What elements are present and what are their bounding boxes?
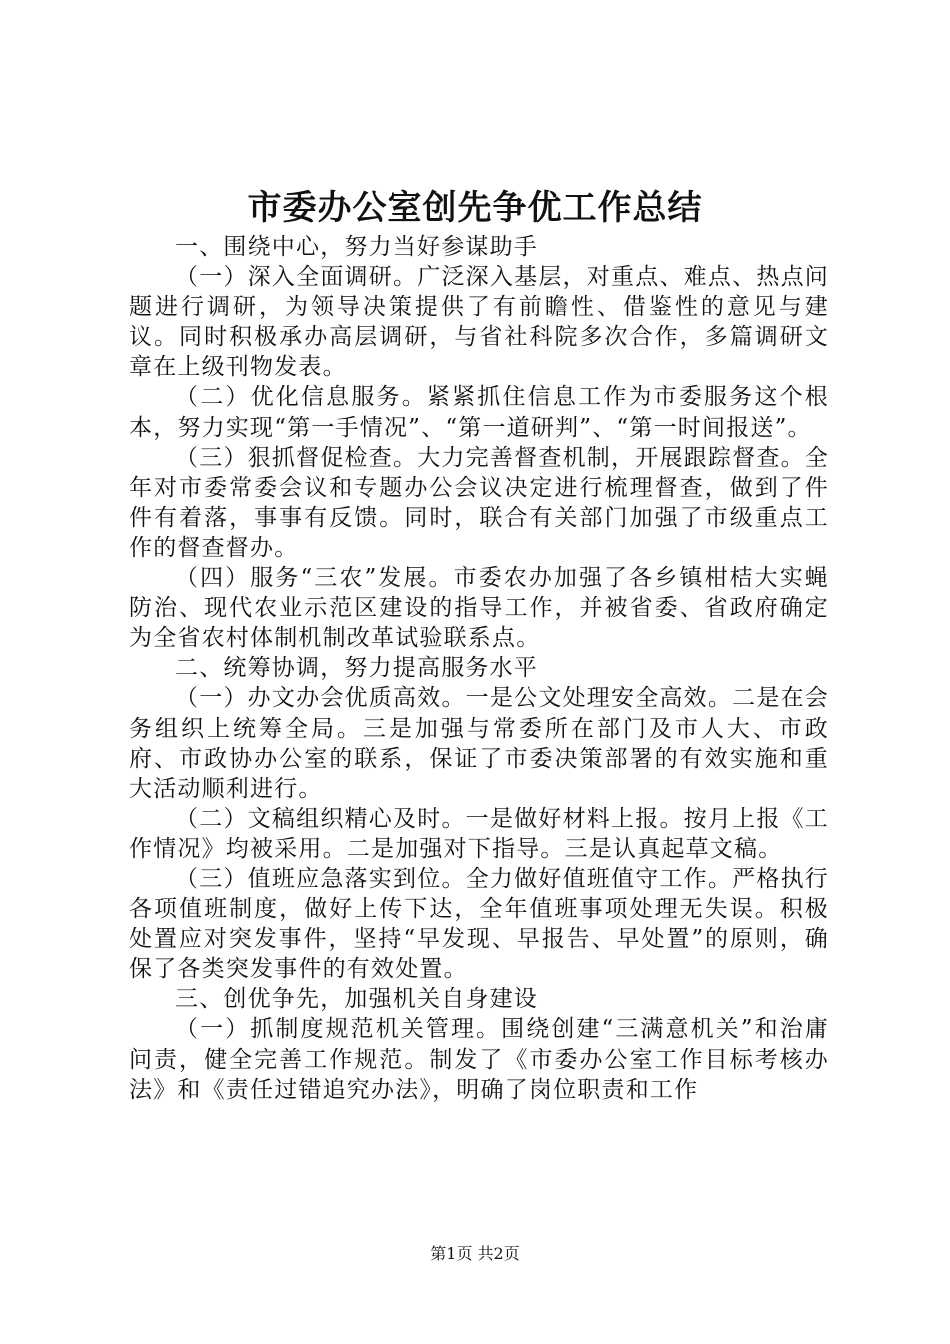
paragraph-1-3: （三）狠抓督促检查。大力完善督查机制，开展跟踪督查。全年对市委常委会议和专题办公会议决定进行梳理督查，做到了件件有着落，事事有反馈。同时，联合有关部门加强了市级重点工作的督查督办。 (129, 444, 829, 561)
section-heading-3: 三、创优争先，加强机关自身建设 (175, 986, 538, 1013)
paragraph-1-1: （一）深入全面调研。广泛深入基层，对重点、难点、热点问题进行调研，为领导决策提供了有前瞻性、借鉴性的意见与建议。同时积极承办高层调研，与省社科院多次合作，多篇调研文章在上级刊物发表。 (129, 264, 829, 381)
paragraph-2-3: （三）值班应急落实到位。全力做好值班值守工作。严格执行各项值班制度，做好上传下达，全年值班事项处理无失误。积极处置应对突发事件，坚持“早发现、早报告、早处置”的原则，确保了各类突发事件的有效处置。 (129, 865, 829, 983)
paragraph-2-1: （一）办文办会优质高效。一是公文处理安全高效。二是在会务组织上统筹全局。三是加强与常委所在部门及市人大、市政府、市政协办公室的联系，保证了市委决策部署的有效实施和重大活动顺利进行。 (129, 685, 829, 802)
page-number-footer: 第1页 共2页 (430, 1244, 520, 1263)
paragraph-2-2: （二）文稿组织精心及时。一是做好材料上报。按月上报《工作情况》均被采用。二是加强对下指导。三是认真起草文稿。 (129, 805, 829, 862)
document-title: 市委办公室创先争优工作总结 (247, 188, 703, 228)
document-body (129, 232, 829, 1105)
paragraph-3-1: （一）抓制度规范机关管理。围绕创建“三满意机关”和治庸问责，健全完善工作规范。制发了《市委办公室工作目标考核办法》和《责任过错追究办法》，明确了岗位职责和工作 (129, 1016, 829, 1103)
paragraph-1-2: （二）优化信息服务。紧紧抓住信息工作为市委服务这个根本，努力实现“第一手情况”、“第一道研判”、“第一时间报送”。 (129, 384, 829, 441)
section-heading-2: 二、统筹协调，努力提高服务水平 (175, 655, 538, 682)
paragraph-1-4: （四）服务“三农”发展。市委农办加强了各乡镇柑桔大实蝇防治、现代农业示范区建设的指导工作，并被省委、省政府确定为全省农村体制机制改革试验联系点。 (129, 565, 829, 652)
section-heading-1: 一、围绕中心，努力当好参谋助手 (175, 234, 538, 260)
